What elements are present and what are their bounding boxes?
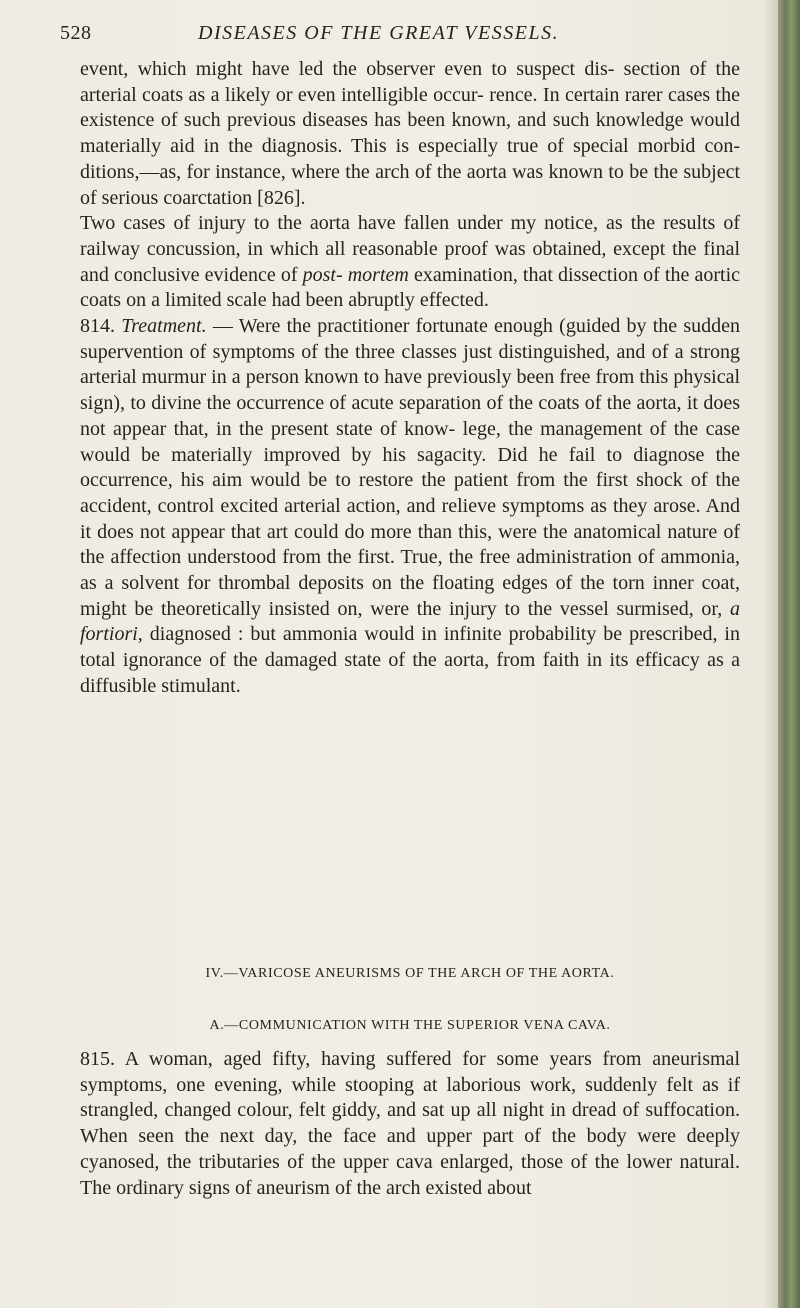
body-text-lower: [80, 1047, 740, 1201]
running-title: DISEASES OF THE GREAT VESSELS.: [198, 22, 560, 44]
paragraph-railway-injury: [80, 211, 740, 314]
page-number: 528: [60, 22, 92, 44]
italic-term: post- mortem: [302, 263, 409, 286]
paragraph-case-815: 815. A woman, aged fifty, having suffered for some years from aneurismal symptoms, one evening, while stooping at laborious work, suddenly felt as if strangled, changed colour, felt giddy, and sat up all night in dread of suffocation. When seen the next day, the face and upper part of the body were deeply cyanosed, the tributaries of the upper cava enlarged, those of the lower natural. The ordinary signs of aneurism of the arch existed about: [80, 1048, 740, 1199]
running-head: [60, 22, 740, 48]
body-text-upper: [80, 57, 740, 700]
paragraph-treatment: [80, 314, 740, 700]
paragraph-continuation: event, which might have led the observer even to suspect dis- section of the arterial coats as a likely or even intelligible occur- rence. In certain rarer cases the existence of such previous diseases has been known, and such knowledge would materially aid in the diagnosis. This is especially true of special morbid con- ditions,—as, for instance, where the arch of the aorta was known to be the subject of serious coarctation [826].: [80, 58, 740, 209]
paragraph-text: examination, that dissection of the aortic coats on a limited scale had been abruptly effected.: [80, 263, 741, 312]
book-binding-edge: [778, 0, 800, 1308]
binding-shadow: [764, 0, 778, 1308]
italic-term: a fortiori: [80, 597, 740, 646]
section-heading-iv: IV.—VARICOSE ANEURISMS OF THE ARCH OF THE AORTA.: [205, 966, 615, 981]
paragraph-text: — Were the practitioner fortunate enough (guided by the sudden supervention of symptoms of the three classes just distinguished, and of a strong arterial murmur in a person known to have previously been free from this physical sign), to divine the occurrence of acute separation of the coats of the aorta, it does not appear that, in the present state of know- lege, the management of the case would be materially improved by his sagacity. Did he fail to diagnose the occurrence, his aim would be to restore the patient from the first shock of the accident, control excited arterial action, and relieve symptoms as they arose. And it does not appear that art could do more than this, were the anatomical nature of the affection understood from the first. True, the free administration of ammonia, as a solvent for thrombal deposits on the floating edges of the torn inner coat, might be theoretically insisted on, were the injury to the vessel surmised, or,: [80, 315, 741, 620]
section-number: 814.: [80, 315, 122, 338]
paragraph-text: , diagnosed : but ammonia would in infinite probability be prescribed, in total ignorance of the damaged state of the aorta, from faith in its efficacy as a diffusible stimulant.: [80, 623, 740, 697]
paragraph-text: Two cases of injury to the aorta have fallen under my notice, as the results of railway concussion, in which all reasonable proof was obtained, except the final and conclusive evidence of: [80, 212, 740, 286]
subsection-heading-a: A.—COMMUNICATION WITH THE SUPERIOR VENA CAVA.: [209, 1018, 611, 1033]
section-title-treatment: Treatment.: [121, 315, 207, 338]
